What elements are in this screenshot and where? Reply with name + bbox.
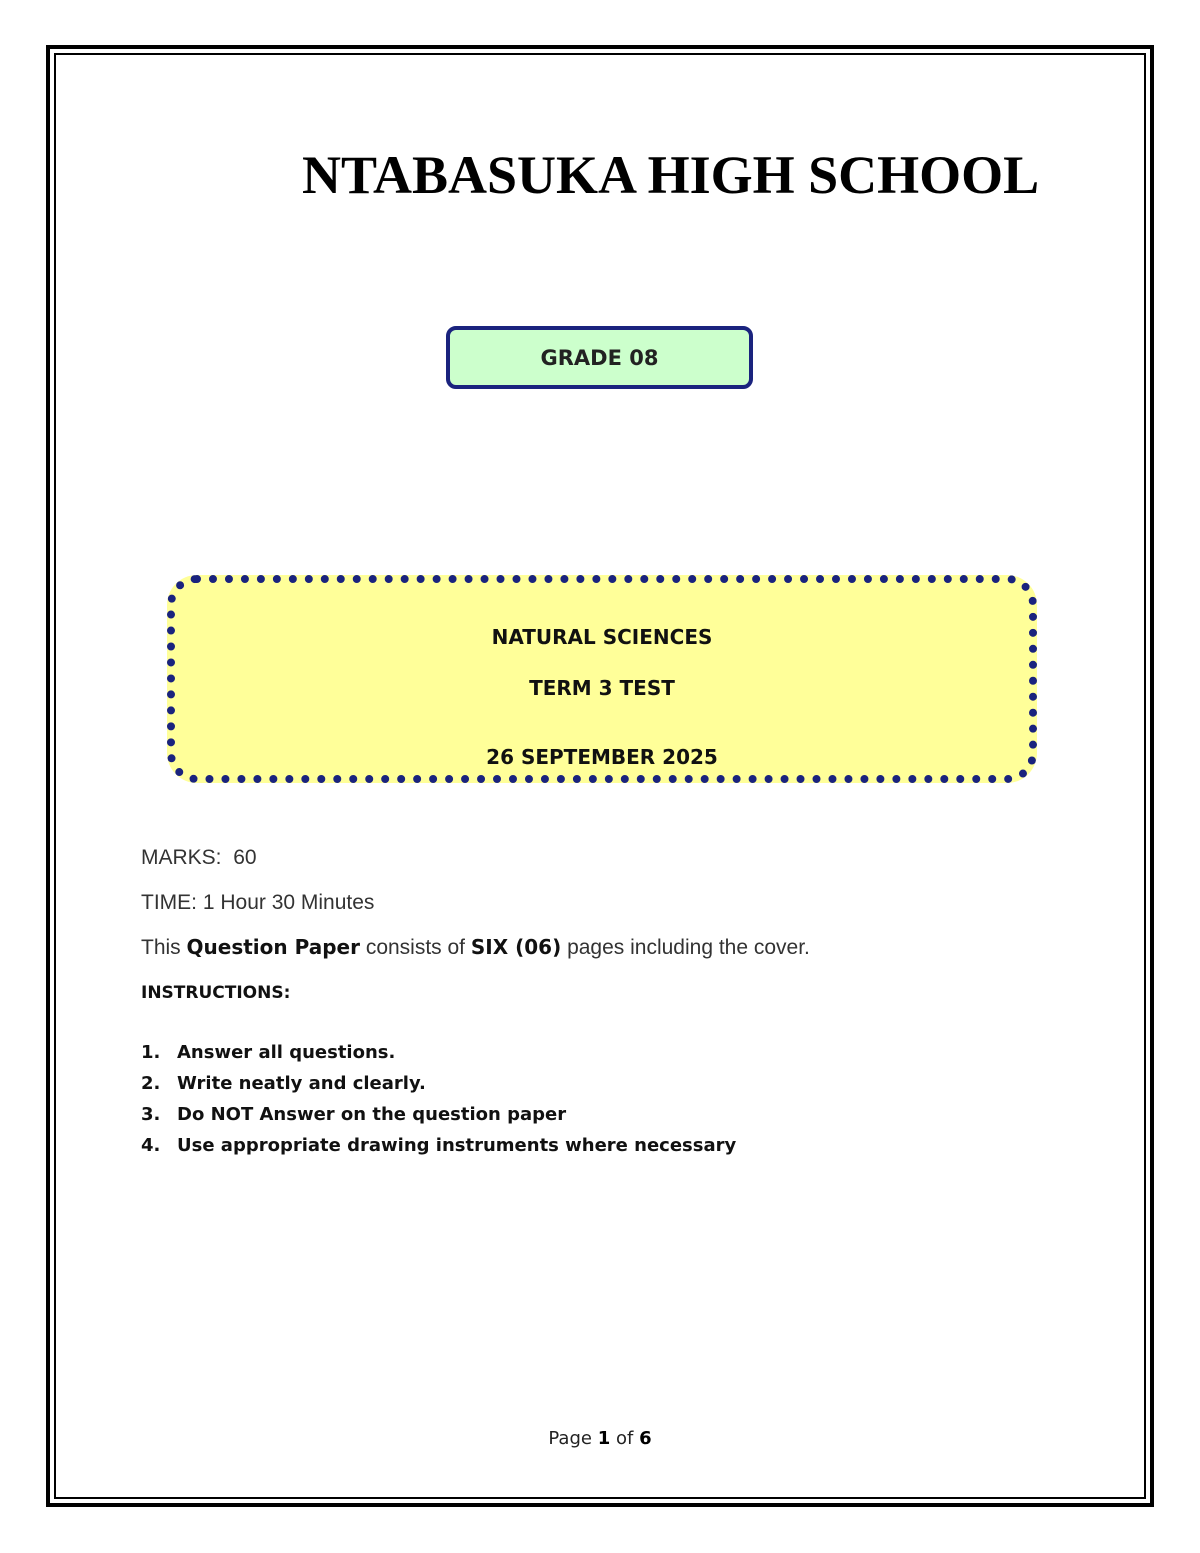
page-count-line (141, 935, 810, 960)
grade-label: GRADE 08 (540, 345, 659, 370)
marks-label: MARKS: (141, 846, 222, 869)
page-count-mid: consists of (365, 936, 466, 959)
instructions-heading: INSTRUCTIONS: (141, 983, 291, 1003)
grade-box (446, 326, 753, 389)
current-page-number: 1 (597, 1428, 611, 1449)
subject-box (167, 575, 1037, 783)
school-name: NTABASUKA HIGH SCHOOL (302, 145, 1040, 205)
page-count-suffix: pages including the cover. (567, 936, 810, 959)
instruction-text: Do NOT Answer on the question paper (177, 1104, 567, 1125)
question-paper-label: Question Paper (186, 935, 360, 959)
of-word: of (615, 1428, 634, 1449)
subject-title: NATURAL SCIENCES (491, 625, 713, 649)
instruction-item (141, 1135, 736, 1166)
marks-line (141, 846, 257, 870)
instruction-text: Use appropriate drawing instruments where necessary (177, 1135, 737, 1156)
instruction-item (141, 1104, 736, 1135)
test-date: 26 SEPTEMBER 2025 (486, 745, 718, 769)
instruction-number: 2. (141, 1073, 161, 1094)
instruction-number: 4. (141, 1135, 161, 1156)
marks-value: 60 (233, 846, 257, 869)
time-label: TIME: (141, 891, 197, 914)
instructions-list (141, 1042, 736, 1166)
instruction-item (141, 1073, 736, 1104)
time-line (141, 891, 374, 915)
page-count-value: SIX (06) (470, 935, 562, 959)
page-footer (0, 1428, 1200, 1449)
instruction-item (141, 1042, 736, 1073)
instruction-text: Write neatly and clearly. (177, 1073, 426, 1094)
page-word: Page (548, 1428, 592, 1449)
instruction-number: 1. (141, 1042, 161, 1063)
instruction-number: 3. (141, 1104, 161, 1125)
time-value: 1 Hour 30 Minutes (202, 891, 375, 914)
total-pages-number: 6 (639, 1428, 652, 1449)
assessment-title: TERM 3 TEST (529, 676, 675, 700)
instruction-text: Answer all questions. (177, 1042, 396, 1063)
page-count-prefix: This (141, 936, 181, 959)
